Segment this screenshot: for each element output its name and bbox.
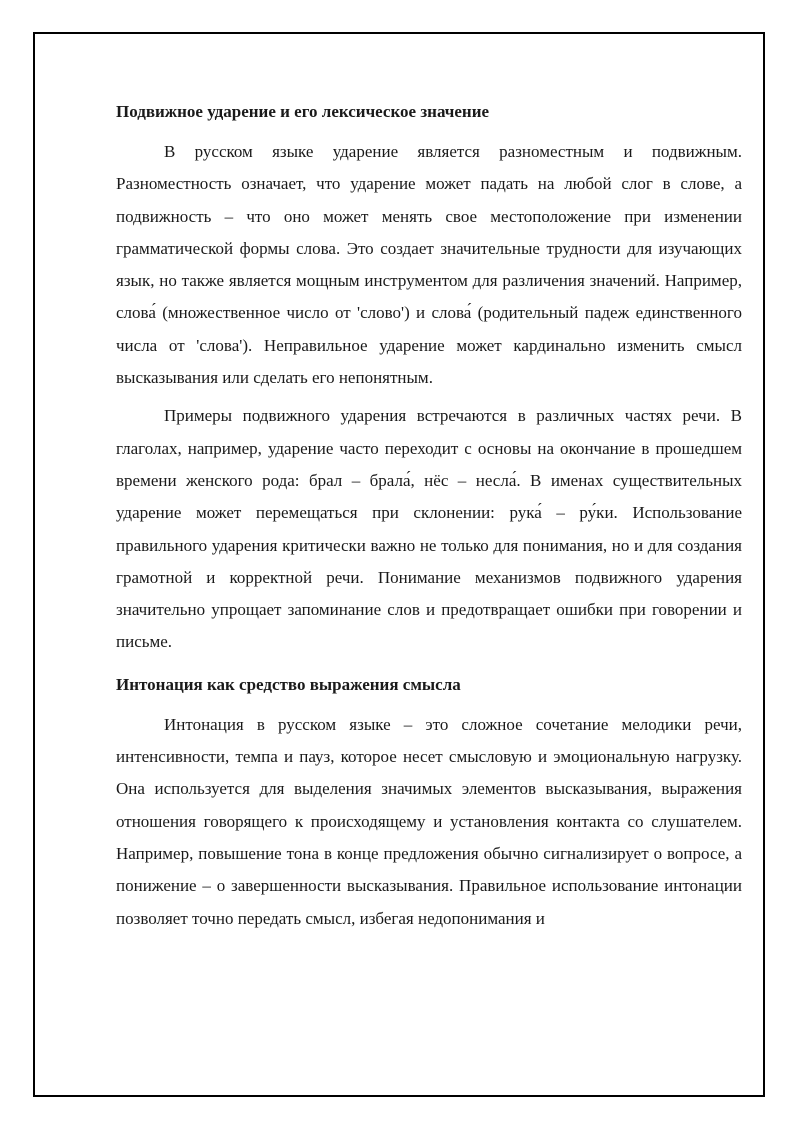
- section-heading-intonation: Интонация как средство выражения смысла: [116, 674, 461, 694]
- paragraph-stress-intro: В русском языке ударение является разноместным и подвижным. Разноместность означает, что ударение может падать на любой слог в слове, а подвижность – что оно может менять свое местоположение при изменении грамматической формы слова. Это создает значительные трудности для изучающих язык, но также является мощным инструментом для различения значений. Например, слова́ (множественное число от 'слово') и слова́ (родительный падеж единственного числа от 'слова'). Неправильное ударение может кардинально изменить смысл высказывания или сделать его непонятным.: [116, 142, 742, 388]
- paragraph-stress-examples: Примеры подвижного ударения встречаются в различных частях речи. В глаголах, например, ударение часто переходит с основы на окончание в прошедшем времени женского рода: брал – брала́, нёс – несла́. В именах существительных ударение может перемещаться при склонении: рука́ – ру́ки. Использование правильного ударения критически важно не только для понимания, но и для создания грамотной и корректной речи. Понимание механизмов подвижного ударения значительно упрощает запоминание слов и предотвращает ошибки при говорении и письме.: [116, 406, 742, 652]
- paragraph-intonation-intro: Интонация в русском языке – это сложное сочетание мелодики речи, интенсивности, темпа и пауз, которое несет смысловую и эмоциональную нагрузку. Она используется для выделения значимых элементов высказывания, выражения отношения говорящего к происходящему и установления контакта со слушателем. Например, повышение тона в конце предложения обычно сигнализирует о вопросе, а понижение – о завершенности высказывания. Правильное использование интонации позволяет точно передать смысл, избегая недопонимания и: [116, 714, 742, 928]
- document-body: [116, 96, 742, 941]
- section-heading-stress: Подвижное ударение и его лексическое значение: [116, 102, 490, 121]
